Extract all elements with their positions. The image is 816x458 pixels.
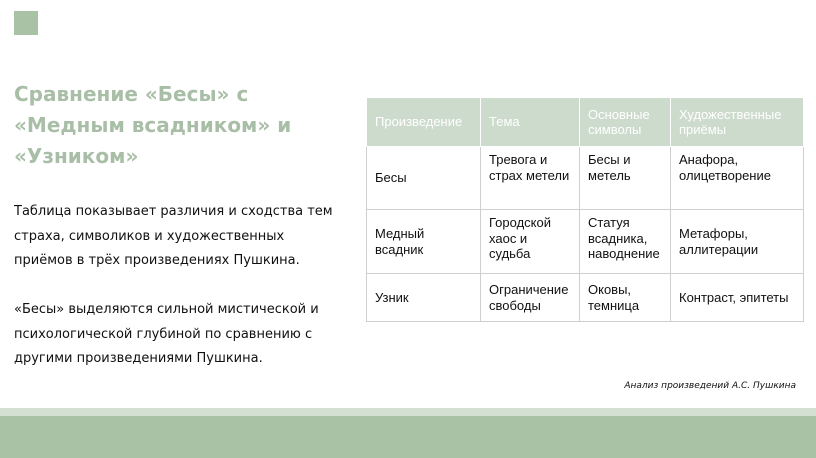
cell-symbols: Бесы и метель [580, 147, 671, 210]
cell-symbols: Оковы, темница [580, 274, 671, 322]
cell-theme: Городской хаос и судьба [481, 210, 580, 274]
description-paragraph: Таблица показывает различия и сходства тем страха, символиков и художественных приёмов в трёх произведениях Пушкина. [14, 204, 333, 268]
header-theme: Тема [481, 98, 580, 147]
header-symbols: Основные символы [580, 98, 671, 147]
header-work: Произведение [367, 98, 481, 147]
table-row [367, 147, 804, 210]
cell-devices: Контраст, эпитеты [671, 274, 804, 322]
comparison-table [366, 97, 804, 322]
slide-title: Сравнение «Бесы» с «Медным всадником» и «Узником» [14, 82, 292, 168]
cell-work: Узник [367, 274, 481, 322]
cell-theme: Ограничение свободы [481, 274, 580, 322]
footer-band-light [0, 408, 816, 416]
accent-square [14, 11, 38, 35]
conclusion-paragraph: «Бесы» выделяются сильной мистической и психологической глубиной по сравнению с другими произведениями Пушкина. [14, 302, 319, 366]
cell-devices: Анафора, олицетворение [671, 147, 804, 210]
cell-work: Бесы [367, 147, 481, 210]
cell-work: Медный всадник [367, 210, 481, 274]
table-header-row [367, 98, 804, 147]
table-row [367, 274, 804, 322]
footnote: Анализ произведений А.С. Пушкина [624, 381, 796, 391]
cell-theme: Тревога и страх метели [481, 147, 580, 210]
footer-band [0, 416, 816, 458]
header-devices: Художественные приёмы [671, 98, 804, 147]
cell-symbols: Статуя всадника, наводнение [580, 210, 671, 274]
cell-devices: Метафоры, аллитерации [671, 210, 804, 274]
table-row [367, 210, 804, 274]
